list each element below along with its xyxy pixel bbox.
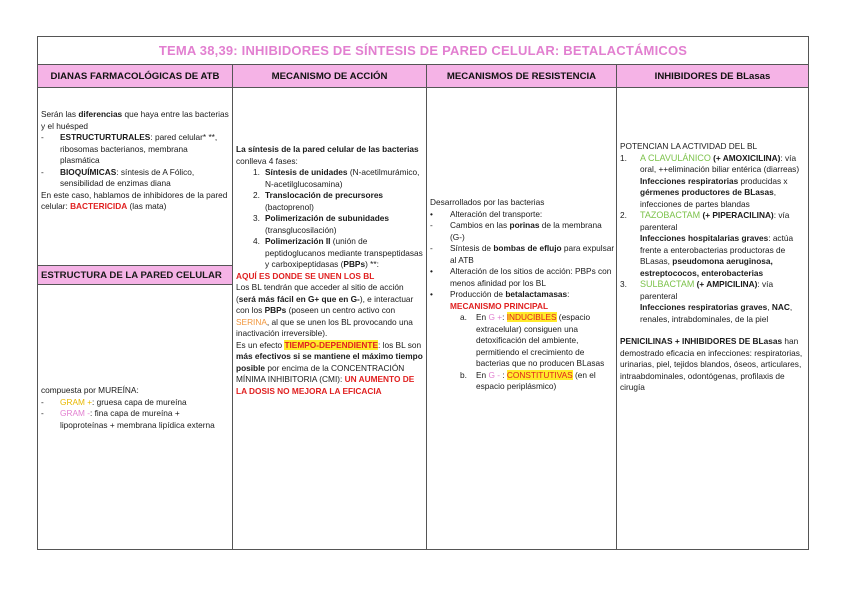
header-dianas: DIANAS FARMACOLÓGICAS DE ATB <box>38 65 232 88</box>
inhibidores-intro: POTENCIAN LA ACTIVIDAD DEL BL <box>620 141 758 151</box>
list-item: 4. Polimerización II (unión de peptidoglucanos mediante transpeptidasas y carboxipeptidasas (PBPs) **: <box>253 236 423 269</box>
mecanismo-principal: MECANISMO PRINCIPAL <box>450 300 549 311</box>
list-item: • Alteración del transporte: <box>430 208 543 219</box>
list-item: • Producción de betalactamasas: <box>430 289 570 299</box>
list-item: 2. TAZOBACTAM (+ PIPERACILINA): vía parenteral Infecciones hospitalarias graves: actúa frente a enterobacterias productoras de BLasas, pseudomona aeruginosa, estreptococos, enterobacterias <box>620 210 794 278</box>
list-item: a. En G +: INDUCIBLES (espacio extracelular) consiguen una detoxificación del ambiente, permitiendo el crecimiento de bacterias que no producen BLasas <box>460 312 605 368</box>
list-item: 3. Polimerización de subunidades (transglucosilación) <box>253 213 390 235</box>
mecanismo-cell <box>236 144 423 397</box>
list-item: - Cambios en las porinas de la membrana (G-) <box>430 220 602 242</box>
mecanismo-intro: La síntesis de la pared celular de las bacterias conlleva 4 fases: <box>236 144 419 166</box>
penicilinas-paragraph: PENICILINAS + INHIBIDORES DE BLasas han demostrado eficacia en infecciones: respiratorias, urinarias, piel, tejidos blandos, óseos, articulares, intraabdominales, odontógenas, profilaxis de cirugía <box>620 336 803 392</box>
list-item: 3. SULBACTAM (+ AMPICILINA): vía parenteral Infecciones respiratorias graves, NAC, renales, intrabdominales, de la piel <box>620 279 793 324</box>
union-bl-note: AQUÍ ES DONDE SE UNEN LOS BL <box>236 270 375 281</box>
list-item: • Alteración de los sitios de acción: PBPs con menos afinidad por los BL <box>430 266 612 288</box>
column-divider <box>616 65 617 549</box>
column-divider <box>426 65 427 549</box>
document-title: TEMA 38,39: INHIBIDORES DE SÍNTESIS DE PARED CELULAR: BETALACTÁMICOS <box>38 37 808 65</box>
list-item: - BIOQUÍMICAS: síntesis de A Fólico, sensibilidad de enzimas diana <box>41 166 195 188</box>
list-item: - Síntesis de bombas de eflujo para expulsar al ATB <box>430 243 615 265</box>
list-item: - ESTRUCTURTURALES: pared celular* **, ribosomas bacterianos, membrana plasmática <box>41 132 218 165</box>
dianas-intro: Serán las diferencias que haya entre las bacterias y el huésped <box>41 109 229 131</box>
tiempo-dependiente-paragraph: Es un efecto TIEMPO-DEPENDIENTE: los BL son más efectivos si se mantiene el máximo tiempo posible por encima de la CONCENTRACIÓN MÍNIMA INHIBITORIA (CMI): UN AUMENTO DE LA DOSIS NO MEJORA LA EFICACIA <box>236 339 423 396</box>
header-estructura-pared: ESTRUCTURA DE LA PARED CELULAR <box>38 265 232 285</box>
list-item: - GRAM +: gruesa capa de mureína <box>41 396 187 407</box>
list-item: 1. Síntesis de unidades (N-acetilmurámico, N-acetilglucosamina) <box>253 167 420 189</box>
estructura-intro: compuesta por MUREÍNA: <box>41 385 139 395</box>
list-item: b. En G - : CONSTITUTIVAS (en el espacio periplásmico) <box>460 369 596 391</box>
inhibidores-cell <box>620 141 806 394</box>
dianas-conclusion: En este caso, hablamos de inhibidores de la pared celular: BACTERICIDA (las mata) <box>41 189 228 211</box>
list-item: 1. A CLAVULÁNICO (+ AMOXICILINA): vía oral, ++eliminación biliar entérica (diarreas) Infecciones respiratorias producidas x gérmenes productores de BLasas, infecciones de partes blandas <box>620 152 800 209</box>
document-page <box>37 36 809 550</box>
column-divider <box>232 65 233 549</box>
header-mecanismo-accion: MECANISMO DE ACCIÓN <box>233 65 426 88</box>
resistencia-intro: Desarrollados por las bacterias <box>430 197 545 207</box>
acceso-paragraph: Los BL tendrán que acceder al sitio de acción (será más fácil en G+ que en G-), e interactuar con los PBPs (poseen un centro activo con SERINA, al que se unen los BL provocando una inactivación irreversible). <box>236 282 414 338</box>
estructura-cell <box>41 385 229 431</box>
list-item: - GRAM -: fina capa de mureína + lipoproteínas + membrana lipídica externa <box>41 408 215 430</box>
header-inhibidores-blasas: INHIBIDORES DE BLasas <box>617 65 808 88</box>
list-item: 2. Translocación de precursores (bactoprenol) <box>253 190 384 212</box>
header-resistencia: MECANISMOS DE RESISTENCIA <box>427 65 616 88</box>
dianas-cell <box>41 109 229 213</box>
resistencia-cell <box>430 197 615 393</box>
